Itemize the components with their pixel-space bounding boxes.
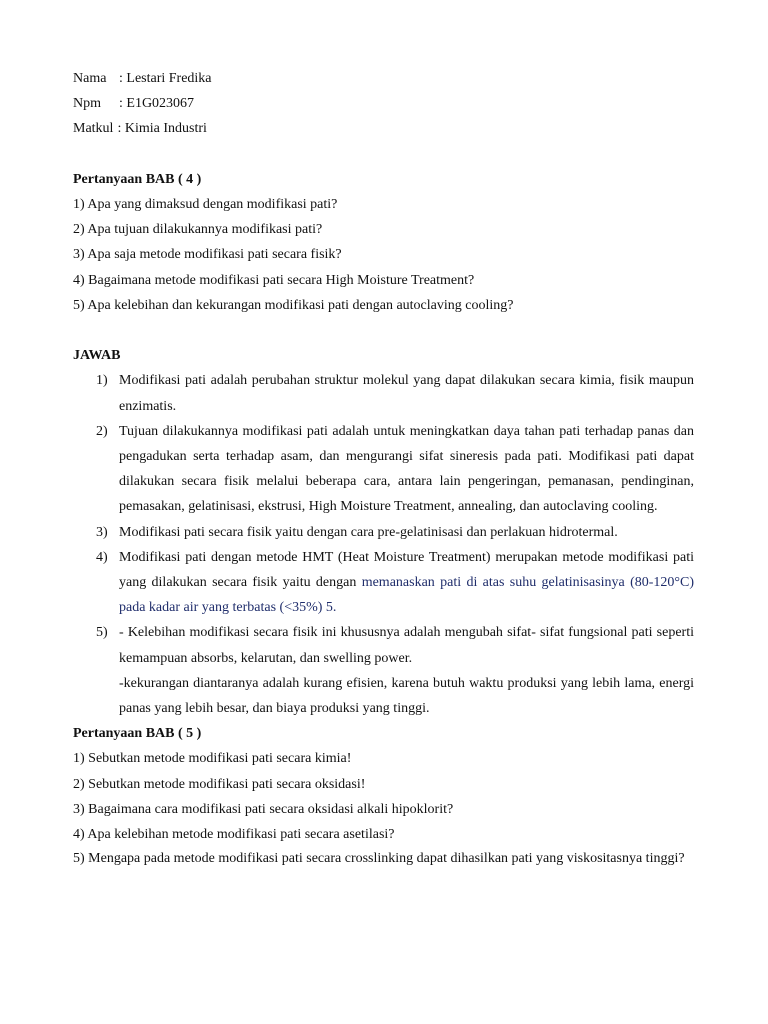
answer-text-part-c: 5.	[322, 600, 337, 616]
bab4-question-4: 4) Bagaimana metode modifikasi pati secara High Moisture Treatment?	[73, 272, 475, 288]
answer-text: Tujuan dilakukannya modifikasi pati adalah untuk meningkatkan daya tahan pati terhadap panas dan pengadukan serta terhadap asam, dan mengurangi sifat sineresis pada pati. Modifikasi pati dapat dilakukan secara fisik melalui beberapa cara, antara lain pengeringan, pemanasan, pendinginan, pemasakan, gelatinisasi, ekstrusi, High Moisture Treatment, annealing, dan autoclaving cooling.	[119, 423, 694, 515]
identity-matkul-row	[73, 116, 694, 141]
answer-kekurangan: -kekurangan diantaranya adalah kurang efisien, karena butuh waktu produksi yang lebih lama, energi panas yang lebih besar, dan biaya produksi yang tinggi.	[119, 675, 694, 717]
answer-kelebihan: - Kelebihan modifikasi secara fisik ini khususnya adalah mengubah sifat- sifat fungsional pati seperti kemampuan absorbs, kelarutan, dan swelling power.	[119, 625, 694, 666]
answer-number: 5)	[96, 625, 108, 641]
answer-number: 3)	[96, 524, 108, 540]
bab4-question-3: 3) Apa saja metode modifikasi pati secara fisik?	[73, 247, 342, 263]
answer-4	[73, 545, 694, 621]
answer-text: Modifikasi pati secara fisik yaitu dengan cara pre-gelatinisasi dan perlakuan hidrotermal.	[119, 524, 618, 540]
matkul-label: Matkul	[73, 121, 114, 137]
name-value: : Lestari Fredika	[119, 71, 212, 86]
name-label: Nama	[73, 71, 107, 86]
bab5-question-5: 5) Mengapa pada metode modifikasi pati secara crosslinking dapat dihasilkan pati yang viskositasnya tinggi?	[73, 851, 685, 867]
npm-label: Npm	[73, 96, 101, 112]
answer-5	[73, 620, 694, 721]
bab5-heading: Pertanyaan BAB ( 5 )	[73, 726, 202, 742]
answer-text-highlight: memanaskan pati di atas suhu gelatinisasinya (80-120°C) pada kadar air yang terbatas (<35%)	[119, 575, 694, 616]
answer-number: 1)	[96, 373, 108, 389]
bab5-question-3: 3) Bagaimana cara modifikasi pati secara oksidasi alkali hipoklorit?	[73, 801, 454, 817]
bab4-question-5: 5) Apa kelebihan dan kekurangan modifikasi pati dengan autoclaving cooling?	[73, 297, 514, 313]
bab5-question-4: 4) Apa kelebihan metode modifikasi pati secara asetilasi?	[73, 827, 395, 843]
bab4-question-2: 2) Apa tujuan dilakukannya modifikasi pati?	[73, 222, 323, 238]
document-page	[73, 66, 694, 871]
jawab-heading: JAWAB	[73, 348, 121, 364]
answer-number: 2)	[96, 423, 108, 439]
answer-2	[73, 419, 694, 520]
answer-text: Modifikasi pati adalah perubahan struktur molekul yang dapat dilakukan secara kimia, fisik maupun enzimatis.	[119, 373, 694, 414]
answer-number: 4)	[96, 549, 108, 565]
matkul-value: : Kimia Industri	[117, 121, 207, 137]
identity-name-row	[73, 66, 694, 91]
bab5-question-2: 2) Sebutkan metode modifikasi pati secara oksidasi!	[73, 776, 366, 792]
bab4-heading: Pertanyaan BAB ( 4 )	[73, 171, 202, 187]
npm-value: : E1G023067	[119, 96, 195, 112]
answer-list	[73, 368, 694, 721]
answer-3	[73, 520, 694, 545]
answer-text-part-a: Modifikasi pati dengan metode HMT (Heat Moisture Treatment) merupakan metode modifikasi pati yang dilakukan secara fisik yaitu dengan	[119, 549, 694, 591]
identity-npm-row	[73, 91, 694, 116]
answer-1	[73, 368, 694, 418]
bab4-question-1: 1) Apa yang dimaksud dengan modifikasi pati?	[73, 197, 338, 212]
bab5-question-1: 1) Sebutkan metode modifikasi pati secara kimia!	[73, 751, 352, 767]
